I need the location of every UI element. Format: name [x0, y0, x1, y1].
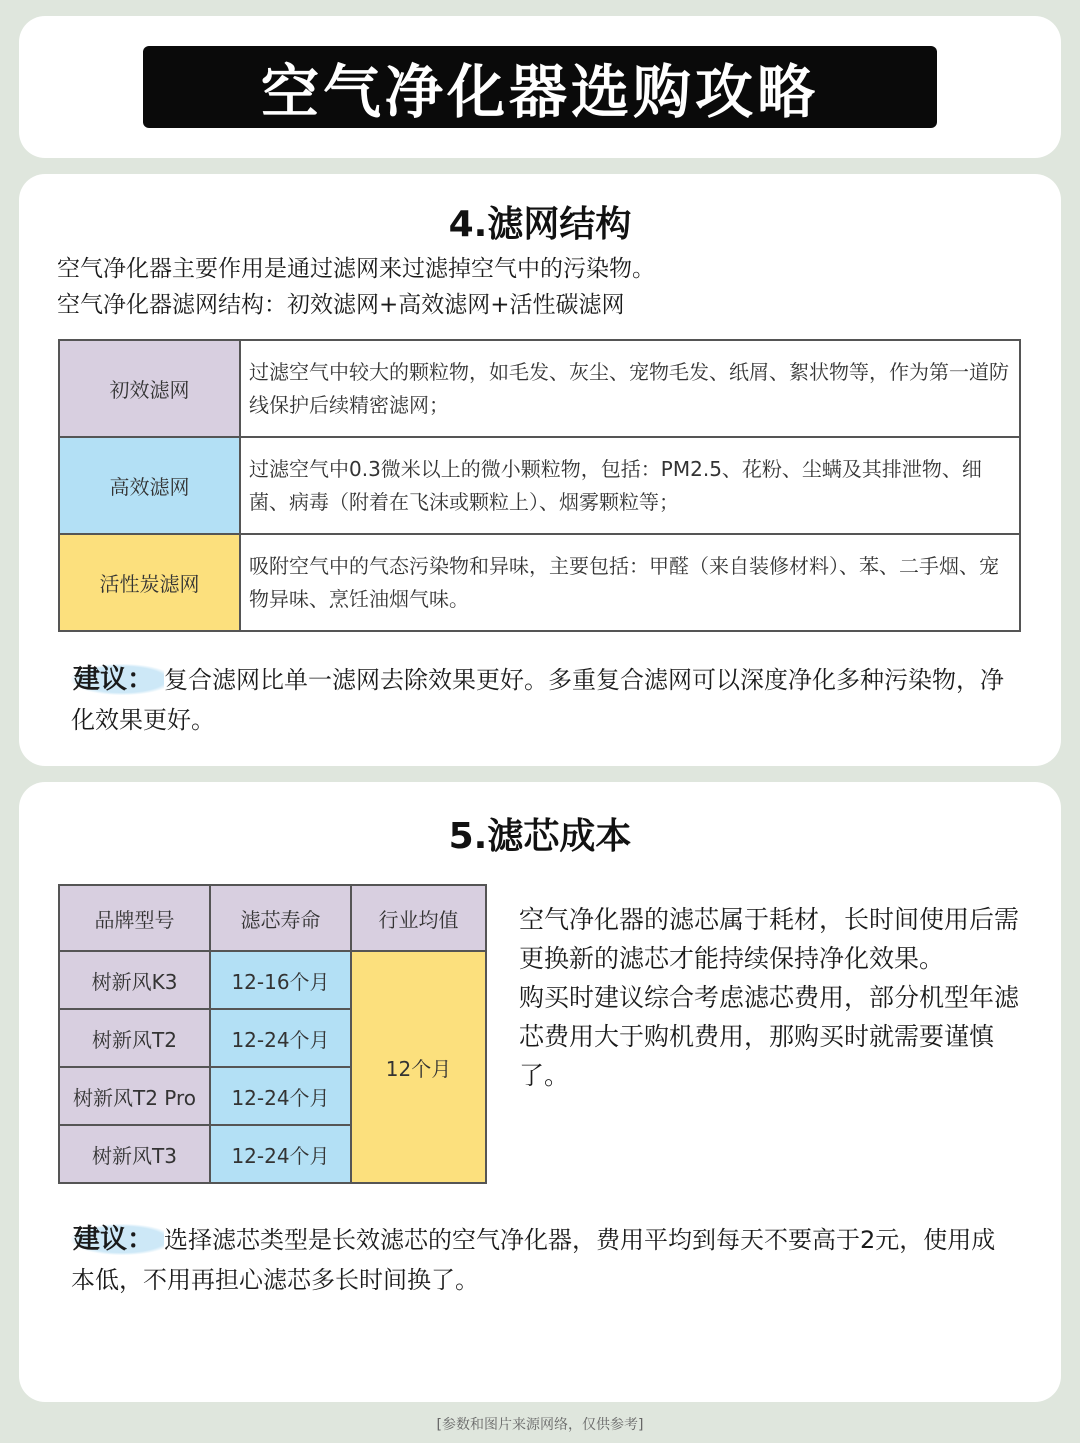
model-cell: 树新风T2 [59, 1009, 210, 1067]
filter-name-hepa: 高效滤网 [59, 437, 240, 534]
table-header-row [59, 885, 486, 951]
section-title-filter-structure: 4.滤网结构 [448, 204, 632, 245]
model-cell: 树新风K3 [59, 951, 210, 1009]
filter-cost-section [19, 782, 1061, 1402]
cost-explanation [519, 900, 1019, 1095]
filter-table [58, 339, 1021, 632]
source-footnote: [参数和图片来源网络，仅供参考] [436, 1417, 644, 1433]
column-header: 品牌型号 [59, 885, 210, 951]
filter-name-primary: 初效滤网 [59, 340, 240, 437]
table-row [59, 340, 1020, 437]
table-row [59, 534, 1020, 631]
life-cell: 12-16个月 [210, 951, 351, 1009]
filter-structure-section [19, 174, 1061, 766]
advice-text: 复合滤网比单一滤网去除效果更好。多重复合滤网可以深度净化多种污染物，净化效果更好。 [71, 666, 1004, 734]
cost-paragraph: 购买时建议综合考虑滤芯费用，部分机型年滤芯费用大于购机费用，那购买时就需要谨慎了。 [519, 983, 1020, 1090]
table-row [59, 437, 1020, 534]
model-cell: 树新风T3 [59, 1125, 210, 1183]
advice-label: 建议： [71, 664, 164, 695]
life-cell: 12-24个月 [210, 1125, 351, 1183]
advice-label: 建议： [71, 1224, 164, 1255]
column-header: 行业均值 [351, 885, 486, 951]
filter-cost-table [58, 884, 487, 1184]
life-cell: 12-24个月 [210, 1067, 351, 1125]
model-cell: 树新风T2 Pro [59, 1067, 210, 1125]
title-card [19, 16, 1061, 158]
advice-block [71, 1220, 1011, 1300]
page-title: 空气净化器选购攻略 [143, 46, 937, 128]
column-header: 滤芯寿命 [210, 885, 351, 951]
filter-desc: 过滤空气中较大的颗粒物，如毛发、灰尘、宠物毛发、纸屑、絮状物等，作为第一道防线保护后续精密滤网； [240, 340, 1020, 437]
cost-paragraph: 空气净化器的滤芯属于耗材，长时间使用后需更换新的滤芯才能持续保持净化效果。 [519, 905, 1020, 973]
advice-text: 选择滤芯类型是长效滤芯的空气净化器，费用平均到每天不要高于2元，使用成本低，不用再担心滤芯多长时间换了。 [71, 1226, 996, 1294]
filter-desc: 过滤空气中0.3微米以上的微小颗粒物，包括：PM2.5、花粉、尘螨及其排泄物、细菌、病毒（附着在飞沫或颗粒上）、烟雾颗粒等； [240, 437, 1020, 534]
filter-name-carbon: 活性炭滤网 [59, 534, 240, 631]
industry-average-cell: 12个月 [351, 951, 486, 1183]
intro-line: 空气净化器主要作用是通过滤网来过滤掉空气中的污染物。 [57, 256, 655, 282]
filter-desc: 吸附空气中的气态污染物和异味，主要包括：甲醛（来自装修材料）、苯、二手烟、宠物异味、烹饪油烟气味。 [240, 534, 1020, 631]
advice-block [71, 660, 1011, 740]
life-cell: 12-24个月 [210, 1009, 351, 1067]
intro-line: 空气净化器滤网结构：初效滤网+高效滤网+活性碳滤网 [57, 292, 625, 318]
section-title-filter-cost: 5.滤芯成本 [448, 816, 632, 857]
table-row [59, 951, 486, 1009]
